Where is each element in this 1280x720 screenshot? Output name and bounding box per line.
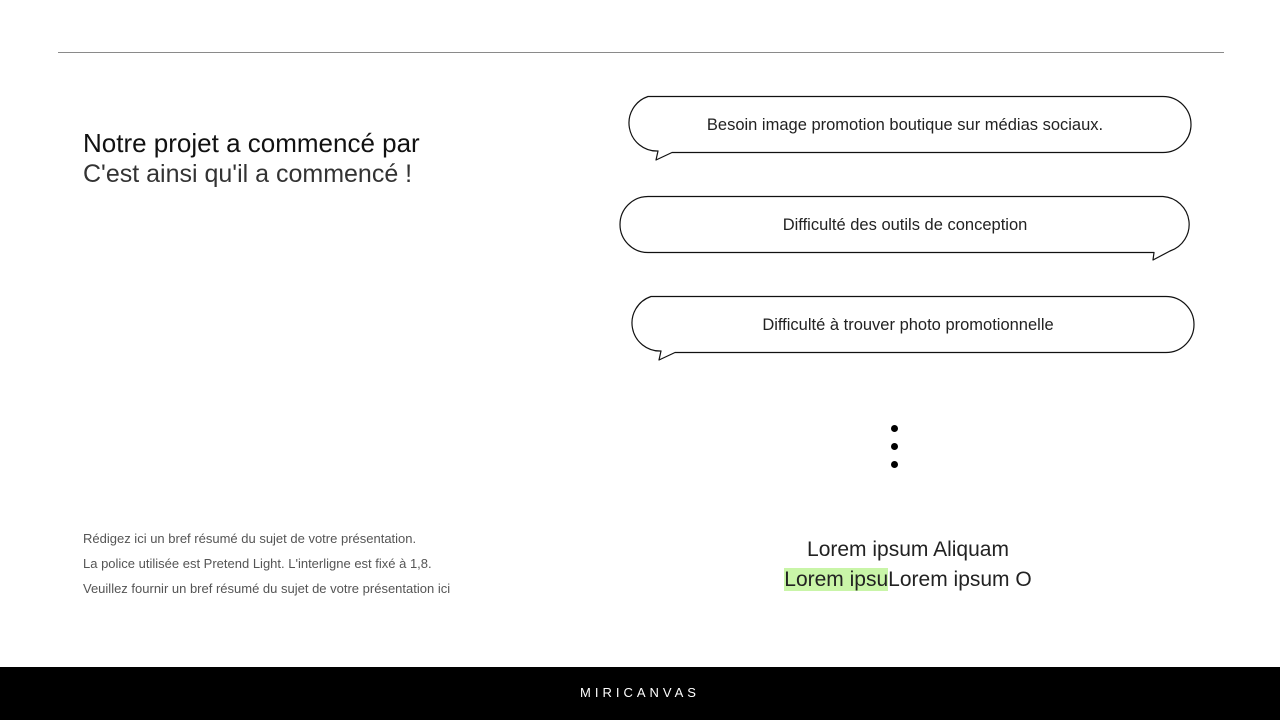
title-block	[83, 127, 420, 190]
footer-bar	[0, 667, 1280, 720]
lorem-text-block	[700, 536, 1116, 595]
ellipsis-dot	[891, 443, 898, 450]
page-subtitle: C'est ainsi qu'il a commencé !	[83, 160, 413, 188]
page-title: Notre projet a commencé par	[83, 128, 420, 158]
speech-bubble-text-3: Difficulté à trouver photo promotionnelle	[762, 316, 1054, 334]
vertical-ellipsis	[891, 425, 899, 479]
summary-line: Rédigez ici un bref résumé du sujet de votre présentation.	[83, 531, 417, 546]
top-divider	[58, 52, 1224, 53]
highlighted-text: Lorem ipsu	[784, 568, 889, 591]
ellipsis-dot	[891, 425, 898, 432]
summary-line: Veuillez fournir un bref résumé du sujet de votre présentation ici	[83, 581, 451, 596]
ellipsis-dot	[891, 461, 898, 468]
speech-bubble-text-1: Besoin image promotion boutique sur médias sociaux.	[706, 116, 1104, 134]
summary-text	[83, 526, 553, 601]
lorem-line-1: Lorem ipsum Aliquam	[807, 538, 1009, 561]
summary-line: La police utilisée est Pretend Light. L'interligne est fixé à 1,8.	[83, 556, 432, 571]
lorem-line-2-rest: Lorem ipsum O	[888, 568, 1032, 591]
speech-bubble-text-2: Difficulté des outils de conception	[782, 216, 1028, 234]
lorem-line-2	[700, 564, 1116, 595]
footer-brand-logo: MIRICANVAS	[580, 685, 700, 700]
